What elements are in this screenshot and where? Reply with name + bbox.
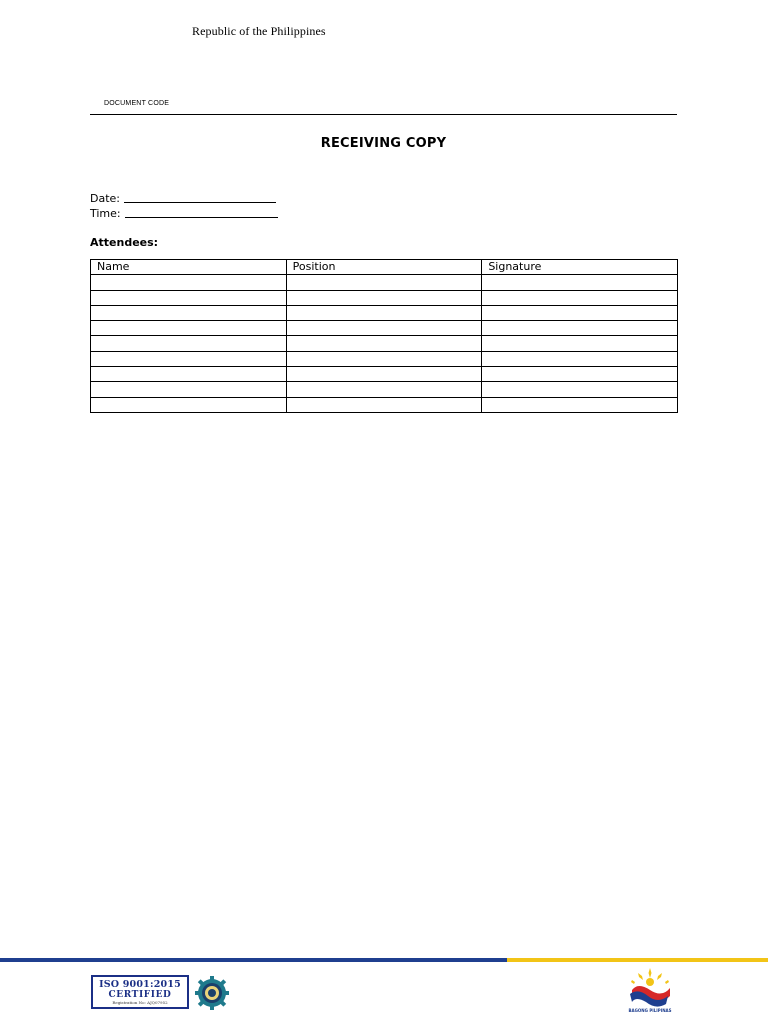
signature-cell <box>482 275 678 290</box>
date-field <box>90 192 276 205</box>
document-code-label: DOCUMENT CODE <box>104 100 170 107</box>
name-cell <box>91 367 287 382</box>
footer-bar-blue <box>0 958 507 962</box>
name-cell <box>91 290 287 305</box>
position-cell <box>286 351 482 366</box>
position-cell <box>286 367 482 382</box>
date-label: Date: <box>90 192 120 205</box>
table-row <box>91 367 678 382</box>
name-cell <box>91 351 287 366</box>
position-cell <box>286 336 482 351</box>
table-row <box>91 382 678 397</box>
table-row <box>91 336 678 351</box>
gear-seal-icon <box>192 975 232 1011</box>
bagong-pilipinas-text: BAGONG PILIPINAS <box>628 1008 672 1013</box>
position-cell <box>286 290 482 305</box>
position-cell <box>286 305 482 320</box>
time-blank-line <box>125 207 278 218</box>
name-cell <box>91 397 287 412</box>
table-header-row <box>91 260 678 275</box>
attendees-table <box>90 259 678 413</box>
footer-bar-gold <box>507 958 768 962</box>
table-row <box>91 351 678 366</box>
name-cell <box>91 336 287 351</box>
iso-badge-certified: CERTIFIED <box>108 990 172 1000</box>
iso-badge-registration: Registration No: AJQ07952 <box>112 1000 168 1005</box>
name-cell <box>91 275 287 290</box>
table-row <box>91 305 678 320</box>
signature-cell <box>482 321 678 336</box>
name-cell <box>91 305 287 320</box>
column-header-position: Position <box>286 260 482 275</box>
table-row <box>91 275 678 290</box>
page-title: RECEIVING COPY <box>320 136 447 151</box>
position-cell <box>286 321 482 336</box>
name-cell <box>91 321 287 336</box>
column-header-signature: Signature <box>482 260 678 275</box>
bagong-pilipinas-logo-icon <box>624 966 676 1014</box>
iso-certified-badge-icon <box>91 975 189 1009</box>
signature-cell <box>482 382 678 397</box>
iso-badge-title: ISO 9001:2015 <box>99 979 181 990</box>
table-row <box>91 397 678 412</box>
name-cell <box>91 382 287 397</box>
position-cell <box>286 382 482 397</box>
header-divider <box>90 114 677 115</box>
signature-cell <box>482 367 678 382</box>
attendees-table-body <box>91 275 678 413</box>
attendees-label: Attendees: <box>90 236 159 249</box>
position-cell <box>286 397 482 412</box>
time-field <box>90 207 278 220</box>
date-blank-line <box>124 192 276 203</box>
signature-cell <box>482 305 678 320</box>
footer-color-bar <box>0 958 768 962</box>
signature-cell <box>482 397 678 412</box>
column-header-name: Name <box>91 260 287 275</box>
signature-cell <box>482 290 678 305</box>
signature-cell <box>482 336 678 351</box>
table-row <box>91 321 678 336</box>
position-cell <box>286 275 482 290</box>
table-row <box>91 290 678 305</box>
republic-header: Republic of the Philippines <box>192 24 326 38</box>
time-label: Time: <box>90 207 121 220</box>
signature-cell <box>482 351 678 366</box>
